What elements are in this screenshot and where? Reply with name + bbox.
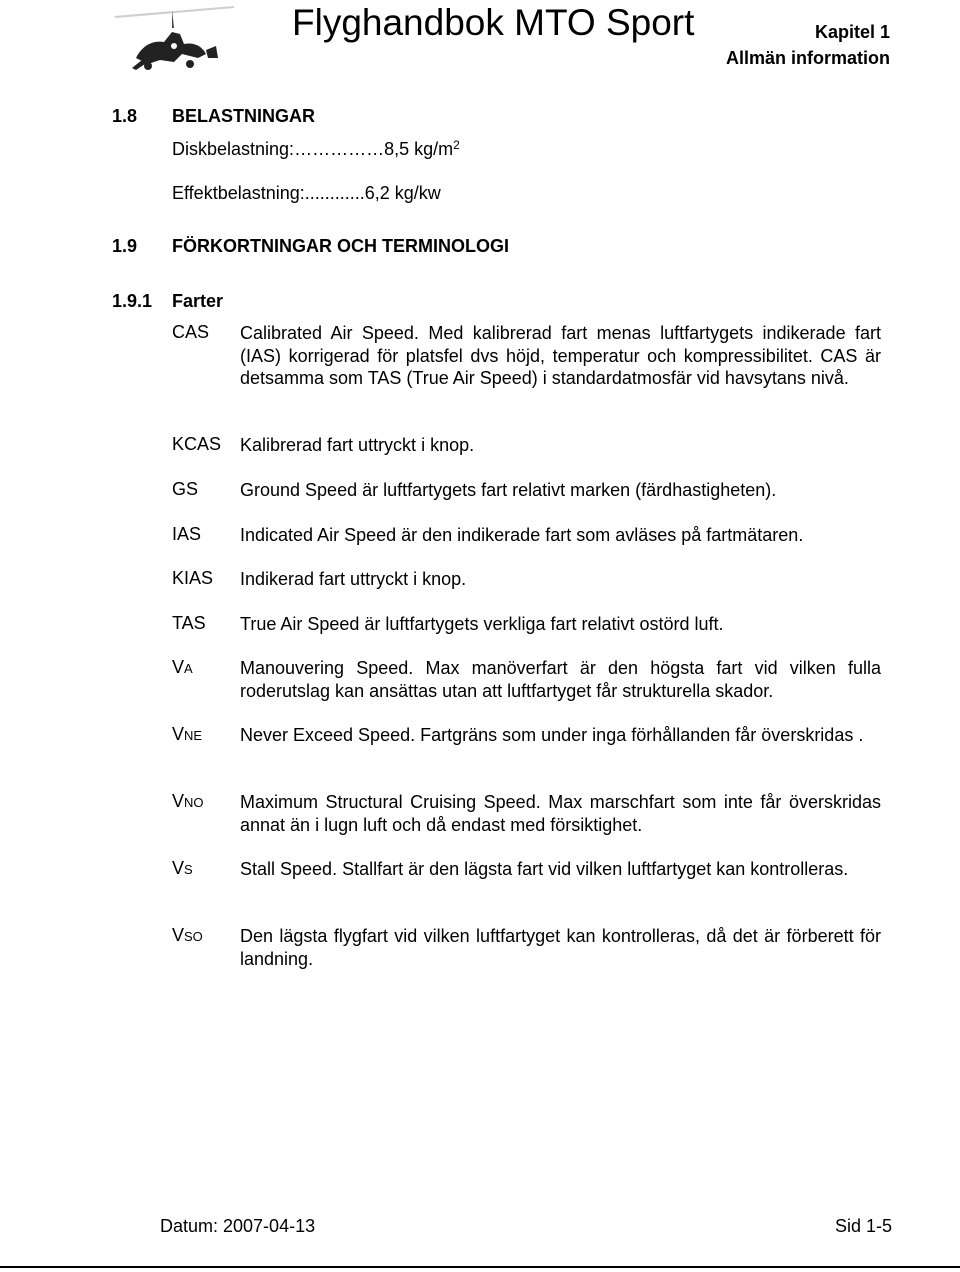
footer-page-number: Sid 1-5 [834, 1216, 892, 1236]
term-cas-definition: Calibrated Air Speed. Med kalibrerad fart menas luftfartygets indikerade fart (IAS) korrigerad för platsfel dvs höjd, temperatur och kompressibilitet. CAS är detsamma som TAS (True Air Speed) i standardatmosfär vid havsytans nivå. [240, 323, 881, 388]
section-title: Farter [172, 291, 224, 311]
term-gs-definition: Ground Speed är luftfartygets fart relativt marken (färdhastigheten). [240, 480, 777, 500]
disk-loading-exponent: 2 [453, 138, 460, 152]
term-va-definition: Manouvering Speed. Max manöverfart är den högsta fart vid vilken fulla roderutslag kan ansättas utan att luftfartyget får strukturella skador. [240, 658, 881, 701]
term-vs-abbr [172, 858, 193, 879]
term-ias-abbr: IAS [172, 524, 202, 544]
term-tas-abbr: TAS [172, 613, 206, 633]
term-ias-definition: Indicated Air Speed är den indikerade fart som avläses på fartmätaren. [240, 525, 804, 545]
speed-symbol: V [172, 858, 185, 878]
section-number: 1.9 [112, 236, 138, 256]
speed-symbol: V [172, 724, 185, 744]
term-va-abbr [172, 657, 193, 678]
power-loading-line: Effektbelastning:............6,2 kg/kw [172, 183, 441, 203]
speed-symbol: V [172, 925, 185, 945]
section-number: 1.9.1 [112, 291, 153, 311]
term-vne-abbr [172, 724, 202, 745]
term-vso-definition: Den lägsta flygfart vid vilken luftfartyget kan kontrolleras, då det är förberett för landning. [240, 926, 881, 969]
speed-symbol: V [172, 791, 185, 811]
footer-divider [0, 1266, 960, 1268]
section-number: 1.8 [112, 106, 138, 126]
speed-subscript: A [184, 661, 193, 676]
speed-symbol: V [172, 657, 185, 677]
term-kias-definition: Indikerad fart uttryckt i knop. [240, 569, 467, 589]
term-gs-abbr: GS [172, 479, 199, 499]
term-cas-abbr: CAS [172, 322, 210, 342]
section-heading-1-9 [112, 236, 712, 260]
term-vno-abbr [172, 791, 204, 812]
term-kcas-abbr: KCAS [172, 434, 222, 454]
footer-date: Datum: 2007-04-13 [160, 1216, 316, 1236]
term-kcas-definition: Kalibrerad fart uttryckt i knop. [240, 435, 475, 455]
speed-subscript: S [184, 862, 193, 877]
disk-loading-text: Diskbelastning:……………8,5 kg/m [172, 139, 454, 159]
speed-subscript: SO [184, 929, 203, 944]
chapter-number: Kapitel 1 [814, 22, 890, 42]
term-tas-definition: True Air Speed är luftfartygets verkliga fart relativt ostörd luft. [240, 614, 724, 634]
speed-subscript: NO [184, 795, 204, 810]
section-title: BELASTNINGAR [172, 106, 315, 126]
term-vne-definition: Never Exceed Speed. Fartgräns som under inga förhållanden får överskridas . [240, 725, 864, 745]
section-heading-1-8 [112, 106, 512, 130]
section-title: FÖRKORTNINGAR OCH TERMINOLOGI [172, 236, 509, 256]
document-title: Flyghandbok MTO Sport [292, 2, 695, 43]
gyrocopter-logo-icon [112, 2, 238, 72]
term-vso-abbr [172, 925, 203, 946]
section-heading-1-9-1 [112, 291, 512, 315]
chapter-name: Allmän information [725, 48, 890, 68]
term-kias-abbr: KIAS [172, 568, 214, 588]
term-vs-definition: Stall Speed. Stallfart är den lägsta fart vid vilken luftfartyget kan kontrolleras. [240, 859, 849, 879]
disk-loading-line [172, 138, 460, 160]
speed-subscript: NE [184, 728, 203, 743]
term-vno-definition: Maximum Structural Cruising Speed. Max marschfart som inte får överskridas annat än i lugn luft och då endast med försiktighet. [240, 792, 881, 835]
